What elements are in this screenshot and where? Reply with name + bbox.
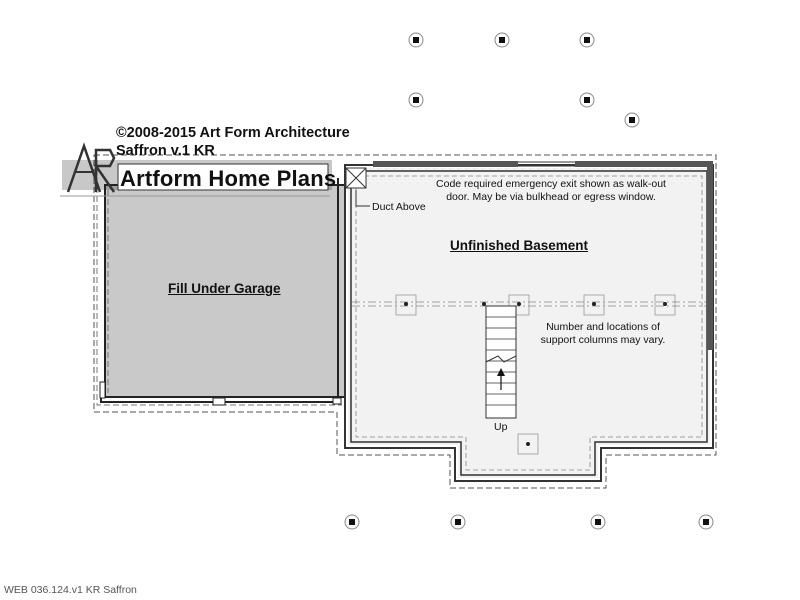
copyright-line1: ©2008-2015 Art Form Architecture (116, 125, 350, 141)
wall-segment-top (373, 161, 518, 167)
columns-note-line1: Number and locations of (546, 321, 660, 333)
basement-label: Unfinished Basement (450, 238, 589, 253)
garage-label: Fill Under Garage (168, 281, 281, 296)
stairs (486, 306, 516, 418)
brand-name: Artform Home Plans (120, 166, 337, 191)
wall-segment-top-right (575, 161, 713, 167)
exit-note-line1: Code required emergency exit shown as walk-out (436, 178, 666, 190)
exit-note-line2: door. May be via bulkhead or egress window. (446, 191, 656, 203)
duct-above-box (346, 168, 366, 188)
exit-note (426, 178, 676, 204)
garage-vent (213, 398, 225, 405)
duct-note: Duct Above (372, 201, 426, 213)
wall-segment-right (707, 167, 713, 350)
columns-note (528, 321, 678, 347)
copyright-text (116, 124, 350, 160)
copyright-line2: Saffron v.1 KR (116, 143, 215, 159)
columns-note-line2: support columns may vary. (540, 334, 666, 346)
web-id: WEB 036.124.v1 KR Saffron (4, 584, 137, 596)
stair-up-label: Up (494, 421, 508, 433)
